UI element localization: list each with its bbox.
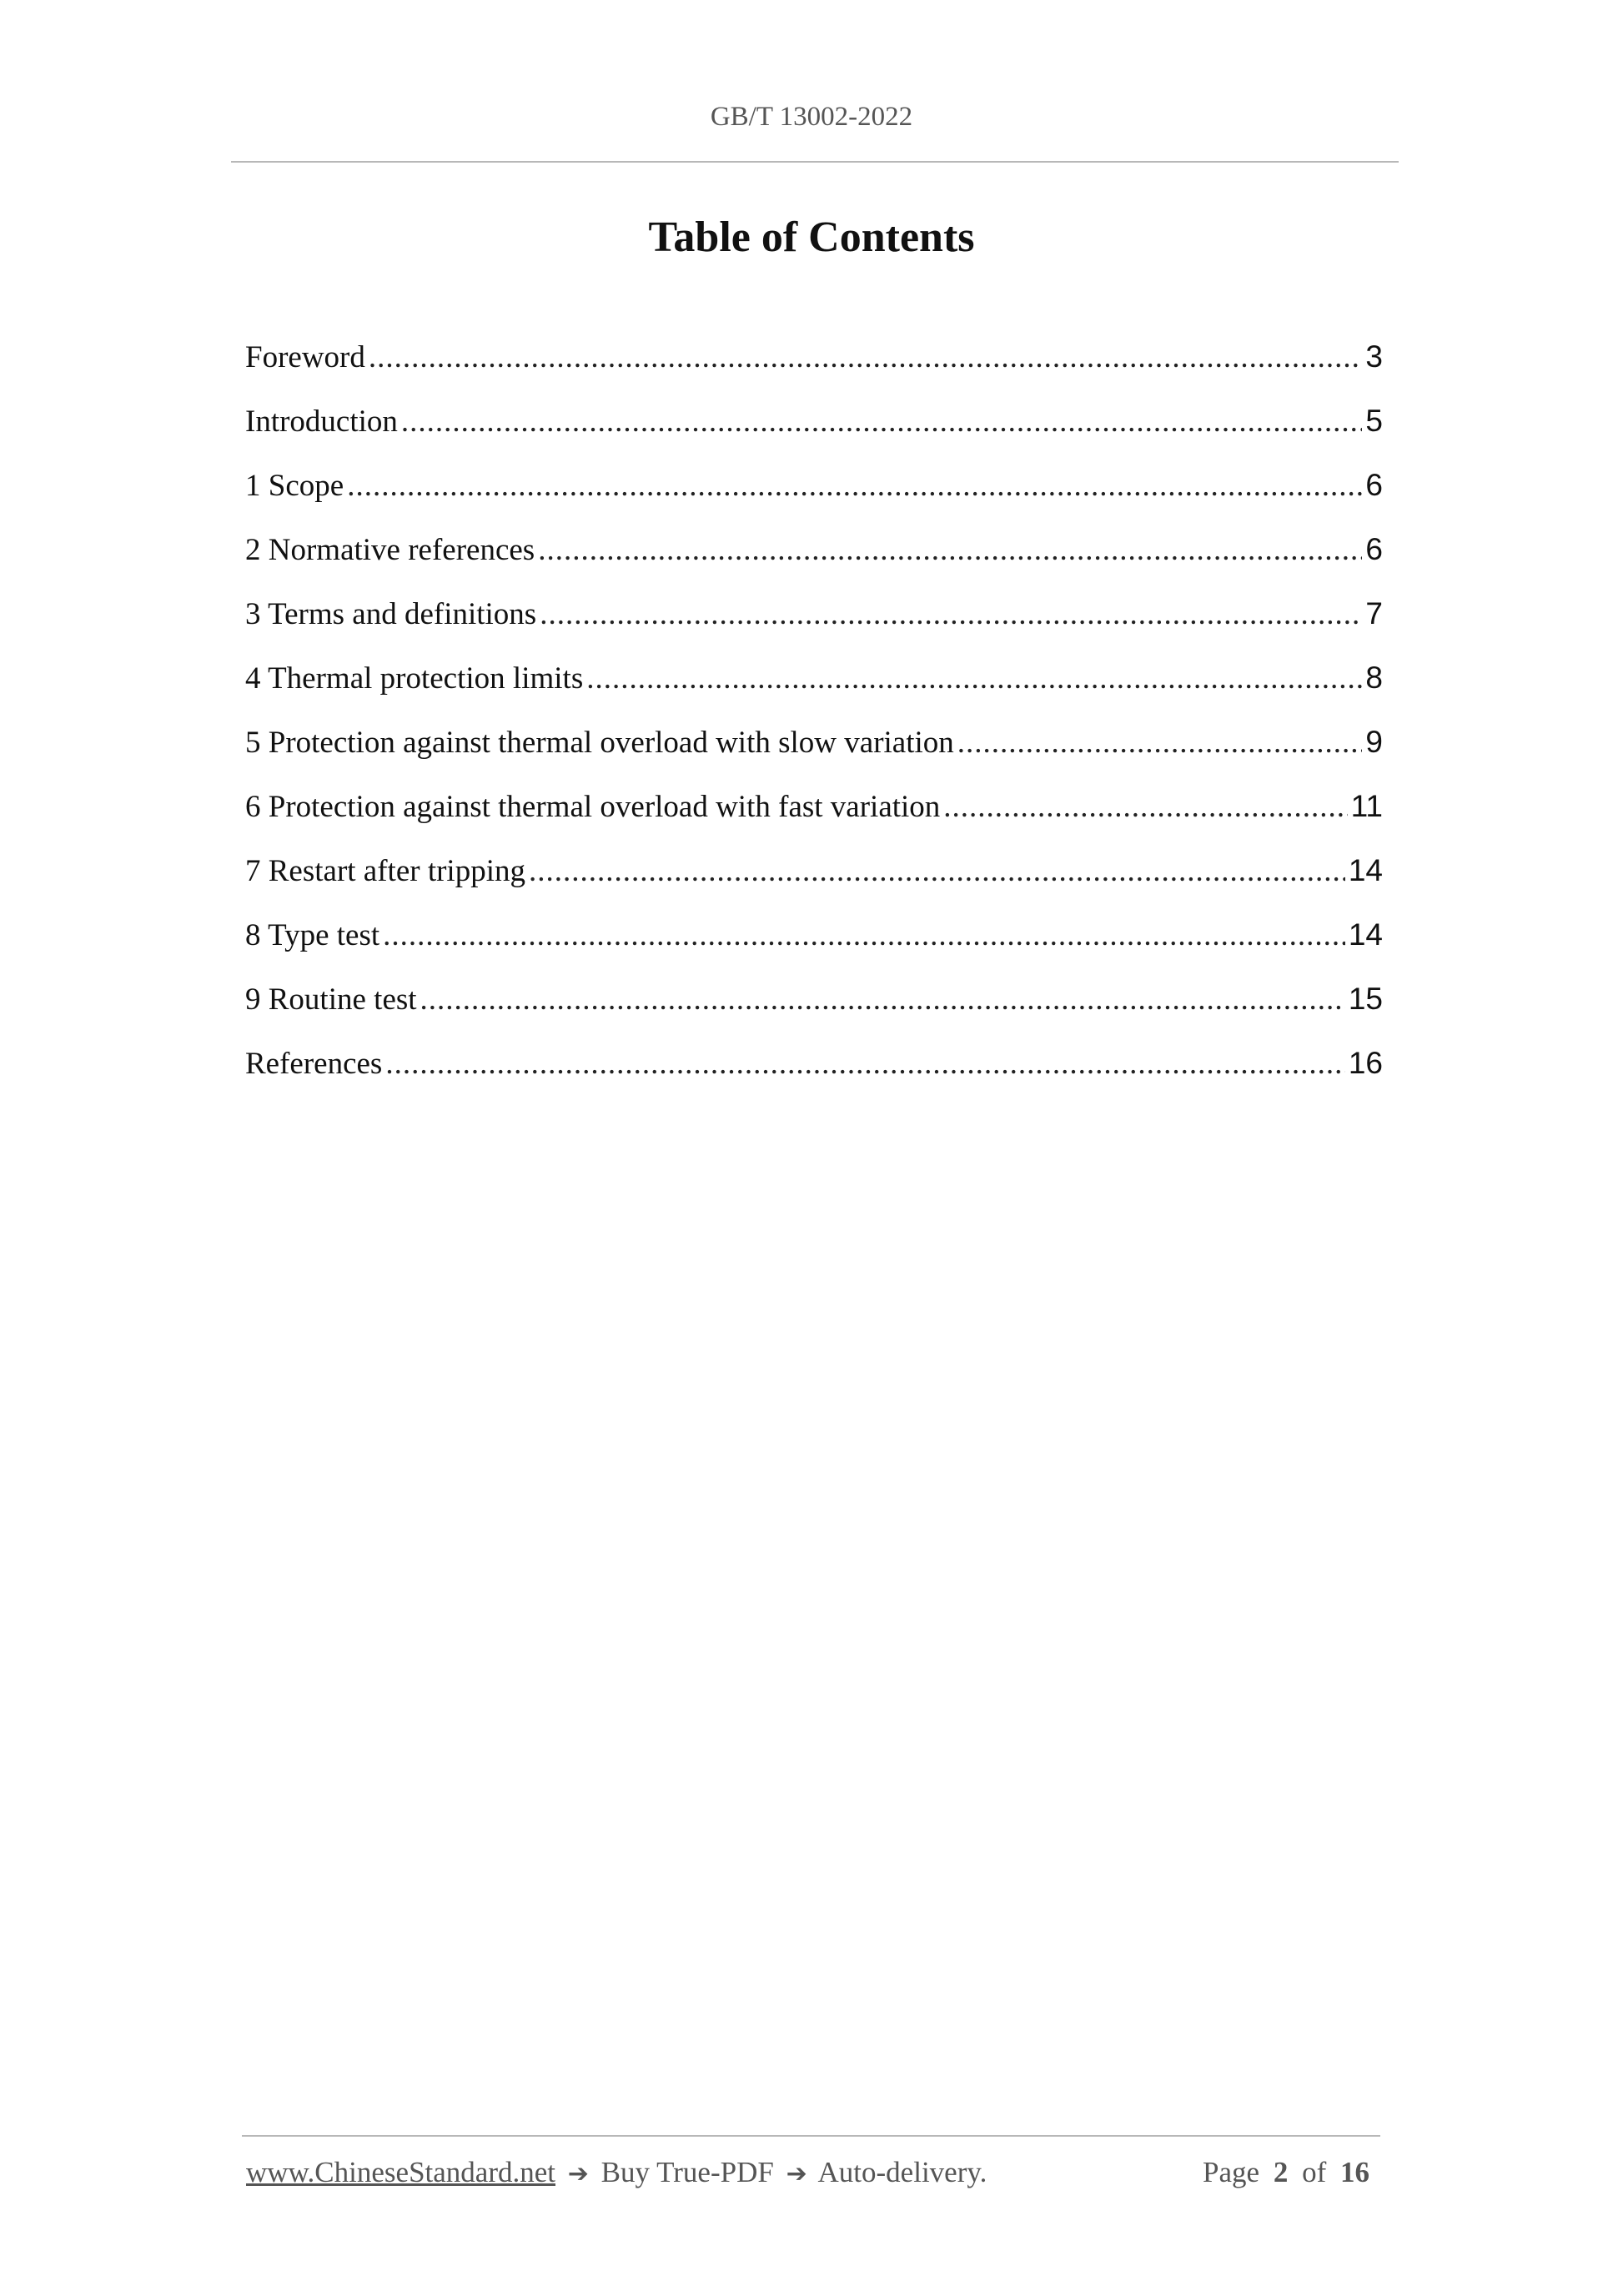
page-word: Page bbox=[1203, 2156, 1260, 2188]
of-word: of bbox=[1302, 2156, 1327, 2188]
toc-entry-thermal-protection-limits[interactable] bbox=[245, 655, 1383, 719]
right-arrow-icon: ➔ bbox=[786, 2159, 807, 2188]
toc-entry-type-test[interactable] bbox=[245, 912, 1383, 976]
toc-entry-label: Foreword bbox=[245, 340, 365, 374]
toc-entry-label: 5 Protection against thermal overload with slow variation bbox=[245, 726, 954, 760]
toc-entry-page: 14 bbox=[1348, 853, 1383, 887]
toc-entry-page: 16 bbox=[1348, 1046, 1383, 1080]
page-number bbox=[1203, 2156, 1376, 2189]
toc-entry-label: 2 Normative references bbox=[245, 533, 535, 567]
page-footer bbox=[246, 2156, 1376, 2189]
toc-entry-label: 3 Terms and definitions bbox=[245, 597, 537, 631]
toc-entry-label: 9 Routine test bbox=[245, 982, 417, 1017]
toc-dot-leader bbox=[347, 463, 1362, 509]
toc-entry-page: 15 bbox=[1348, 982, 1383, 1016]
toc-entry-terms-and-definitions[interactable] bbox=[245, 590, 1383, 655]
toc-entry-label: 6 Protection against thermal overload with fast variation bbox=[245, 790, 941, 824]
toc-title: Table of Contents bbox=[648, 214, 975, 261]
toc-entry-label: 8 Type test bbox=[245, 918, 380, 952]
footer-promo bbox=[246, 2156, 987, 2189]
toc-entry-normative-references[interactable] bbox=[245, 526, 1383, 590]
toc-dot-leader bbox=[540, 591, 1362, 637]
toc-entry-page: 6 bbox=[1365, 532, 1383, 566]
right-arrow-icon: ➔ bbox=[567, 2159, 589, 2188]
toc-list bbox=[245, 334, 1383, 1104]
toc-entry-label: 7 Restart after tripping bbox=[245, 854, 525, 888]
toc-dot-leader bbox=[385, 1041, 1345, 1087]
toc-dot-leader bbox=[401, 399, 1363, 445]
toc-entry-page: 7 bbox=[1365, 596, 1383, 631]
total-page-count: 16 bbox=[1340, 2156, 1369, 2188]
toc-dot-leader bbox=[586, 656, 1362, 701]
toc-entry-references[interactable] bbox=[245, 1040, 1383, 1104]
auto-delivery-text: Auto-delivery. bbox=[817, 2156, 987, 2188]
toc-dot-leader bbox=[369, 334, 1363, 380]
footer-divider bbox=[242, 2135, 1380, 2137]
toc-entry-page: 5 bbox=[1365, 404, 1383, 438]
toc-entry-label: References bbox=[245, 1047, 383, 1081]
toc-entry-label: 1 Scope bbox=[245, 469, 344, 503]
toc-entry-page: 11 bbox=[1350, 789, 1383, 823]
toc-entry-page: 3 bbox=[1365, 339, 1383, 374]
toc-entry-restart-after-tripping[interactable] bbox=[245, 847, 1383, 912]
toc-entry-slow-variation[interactable] bbox=[245, 719, 1383, 783]
toc-dot-leader bbox=[529, 848, 1345, 894]
toc-dot-leader bbox=[538, 527, 1362, 573]
current-page-number: 2 bbox=[1273, 2156, 1289, 2188]
toc-entry-label: Introduction bbox=[245, 404, 398, 439]
toc-entry-routine-test[interactable] bbox=[245, 976, 1383, 1040]
toc-entry-label: 4 Thermal protection limits bbox=[245, 661, 584, 696]
toc-dot-leader bbox=[957, 720, 1363, 766]
buy-true-pdf-text: Buy True-PDF bbox=[600, 2156, 774, 2188]
toc-entry-scope[interactable] bbox=[245, 462, 1383, 526]
document-code-header: GB/T 13002-2022 bbox=[710, 102, 913, 132]
toc-entry-page: 6 bbox=[1365, 468, 1383, 502]
toc-entry-page: 8 bbox=[1365, 661, 1383, 695]
website-link[interactable]: www.ChineseStandard.net bbox=[246, 2156, 555, 2188]
toc-entry-introduction[interactable] bbox=[245, 398, 1383, 462]
toc-entry-foreword[interactable] bbox=[245, 334, 1383, 398]
toc-dot-leader bbox=[420, 977, 1345, 1022]
toc-entry-page: 9 bbox=[1365, 725, 1383, 759]
toc-dot-leader bbox=[943, 784, 1347, 830]
header-divider bbox=[231, 161, 1399, 163]
toc-entry-fast-variation[interactable] bbox=[245, 783, 1383, 847]
toc-dot-leader bbox=[383, 912, 1345, 958]
toc-entry-page: 14 bbox=[1348, 917, 1383, 952]
